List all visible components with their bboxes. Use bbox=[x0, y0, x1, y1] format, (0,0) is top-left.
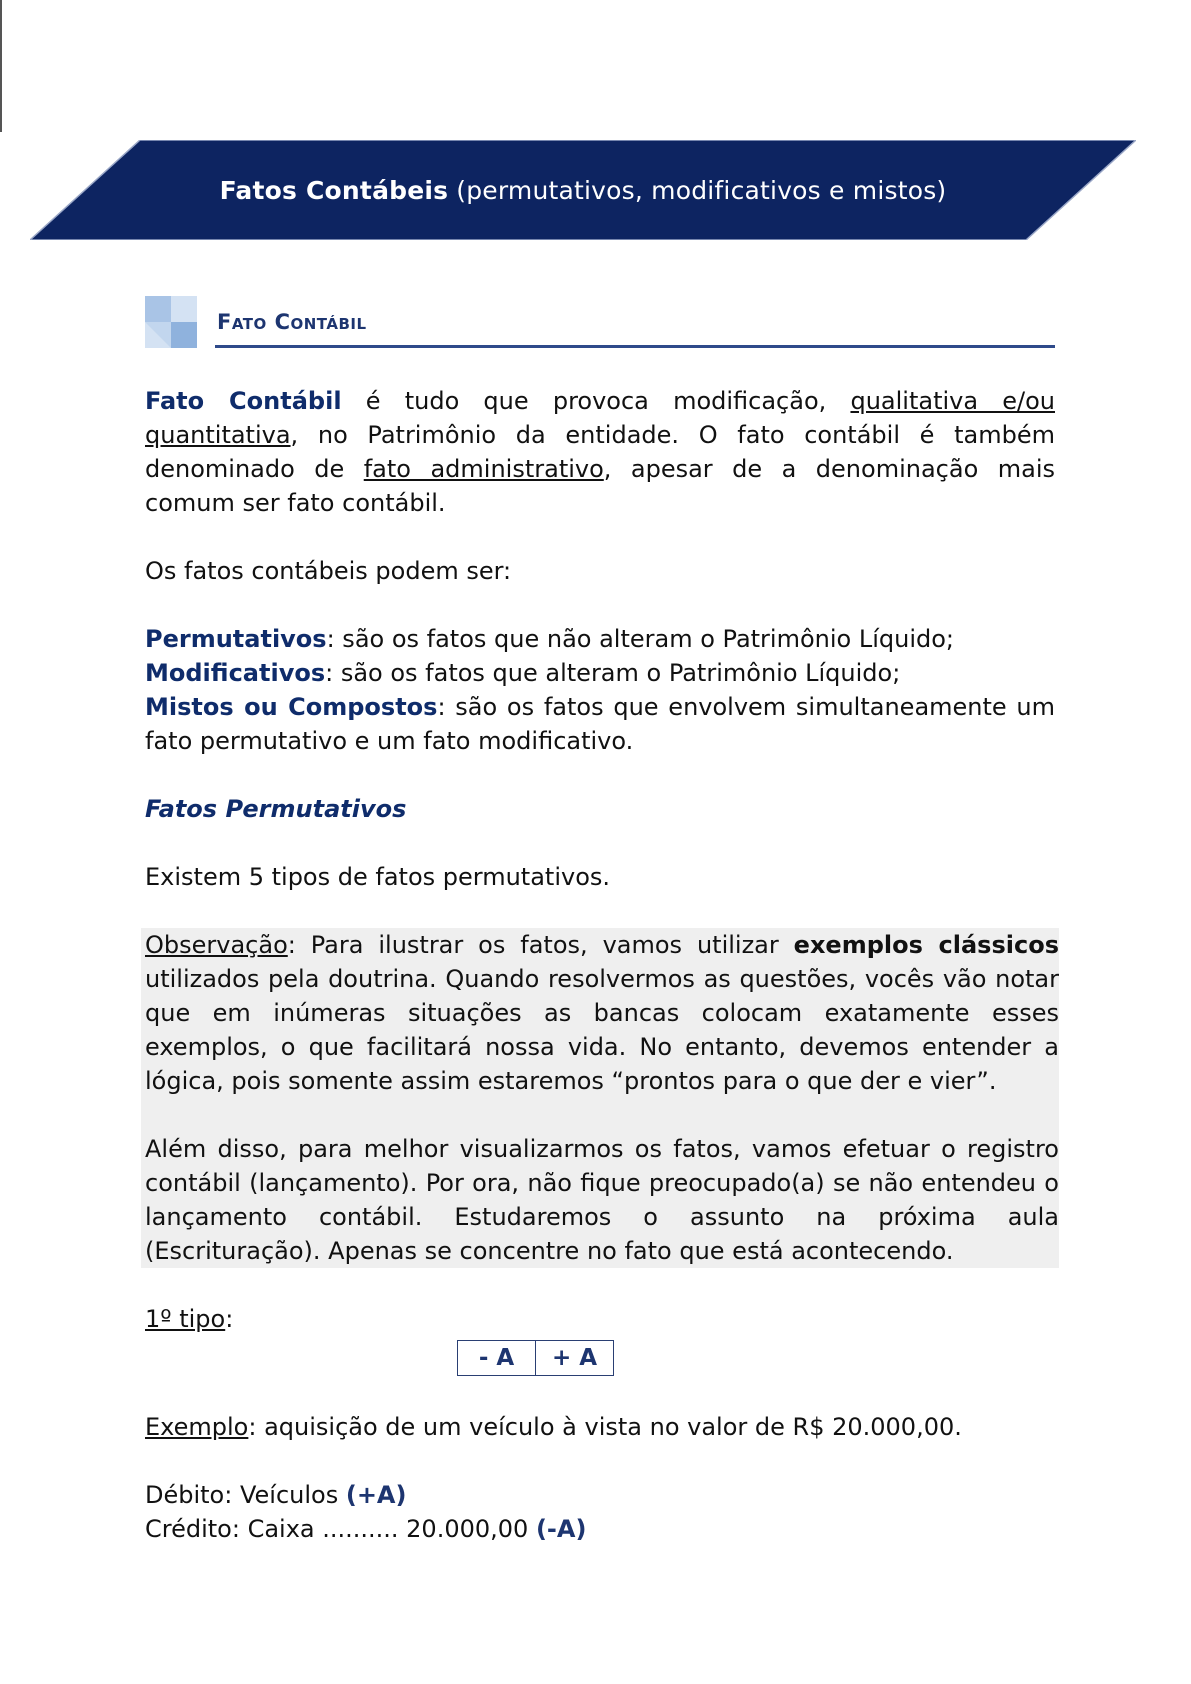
banner-title-bold: Fatos Contábeis bbox=[219, 175, 449, 205]
type-item bbox=[145, 690, 1055, 758]
intro-underline-1: qualitativa e/ou quantitativa bbox=[145, 387, 1055, 449]
observation-paragraph bbox=[145, 928, 1059, 1098]
type-desc: : são os fatos que envolvem simultaneamente um fato permutativo e um fato modificativo. bbox=[145, 693, 1056, 755]
tipo1-cell-plus: + A bbox=[535, 1341, 613, 1375]
tipo1-label: 1º tipo bbox=[145, 1305, 226, 1333]
observation-box bbox=[141, 928, 1059, 1268]
subheading: Fatos Permutativos bbox=[145, 795, 407, 823]
example-text: : aquisição de um veículo à vista no valor de R$ 20.000,00. bbox=[248, 1413, 962, 1441]
banner-title bbox=[30, 140, 1136, 240]
observation-text-1: : Para ilustrar os fatos, vamos utilizar bbox=[287, 931, 794, 959]
example-label: Exemplo bbox=[145, 1413, 249, 1441]
intro-underline-2: fato administrativo bbox=[363, 455, 604, 483]
type-term: Mistos ou Compostos bbox=[145, 693, 438, 721]
document-body bbox=[145, 384, 1059, 1546]
tipo1-colon: : bbox=[225, 1305, 234, 1333]
credit-entry bbox=[145, 1512, 1055, 1546]
debit-entry bbox=[145, 1478, 1055, 1512]
observation-paragraph-2: Além disso, para melhor visualizarmos os fatos, vamos efetuar o registro contábil (lançamento). Por ora, não fique preocupado(a) se não entendeu o lançamento contábil. Estudaremos o assunto na próxima aula (Escrituração). Apenas se concentre no fato que está acontecendo. bbox=[145, 1135, 1059, 1265]
tipo1-table bbox=[457, 1340, 614, 1376]
type-item bbox=[145, 622, 1055, 656]
section-divider bbox=[215, 345, 1055, 348]
intro-paragraph bbox=[145, 384, 1055, 520]
section-title: Fato Contábil bbox=[217, 310, 367, 334]
intro-text-2: , no Patrimônio da entidade. O fato contábil é também denominado de bbox=[145, 421, 1055, 483]
example-line bbox=[145, 1410, 1055, 1444]
intro-term: Fato Contábil bbox=[145, 387, 342, 415]
tipo1-cell-minus: - A bbox=[478, 1345, 515, 1371]
intro-text-3: , apesar de a denominação mais comum ser fato contábil. bbox=[145, 455, 1055, 517]
observation-label: Observação bbox=[145, 931, 288, 959]
type-desc: : são os fatos que não alteram o Patrimônio Líquido; bbox=[326, 625, 955, 653]
title-banner bbox=[30, 140, 1136, 240]
types-intro: Os fatos contábeis podem ser: bbox=[145, 557, 512, 585]
type-item bbox=[145, 656, 1055, 690]
banner-title-rest: (permutativos, modificativos e mistos) bbox=[456, 175, 947, 205]
blue-squares-icon bbox=[145, 296, 197, 348]
page-edge-line bbox=[0, 0, 2, 132]
type-desc: : são os fatos que alteram o Patrimônio Líquido; bbox=[325, 659, 901, 687]
intro-text-1: é tudo que provoca modificação, bbox=[341, 387, 851, 415]
credit-tag: (-A) bbox=[535, 1515, 587, 1543]
tipo1-label-line bbox=[145, 1302, 1055, 1336]
type-term: Permutativos bbox=[145, 625, 327, 653]
types-list bbox=[145, 622, 1055, 758]
count-text: Existem 5 tipos de fatos permutativos. bbox=[145, 863, 611, 891]
debit-text: Débito: Veículos bbox=[145, 1481, 346, 1509]
debit-tag: (+A) bbox=[345, 1481, 407, 1509]
observation-text-2: utilizados pela doutrina. Quando resolvermos as questões, vocês vão notar que em inúmeras situações as bancas colocam exatamente esses exemplos, o que facilitará nossa vida. No entanto, devemos entender a lógica, pois somente assim estaremos “prontos para o que der e vier”. bbox=[145, 965, 1059, 1095]
section-header bbox=[145, 296, 1055, 351]
credit-text: Crédito: Caixa .......... 20.000,00 bbox=[145, 1515, 536, 1543]
type-term: Modificativos bbox=[145, 659, 326, 687]
observation-bold: exemplos clássicos bbox=[793, 931, 1059, 959]
entries bbox=[145, 1478, 1055, 1546]
